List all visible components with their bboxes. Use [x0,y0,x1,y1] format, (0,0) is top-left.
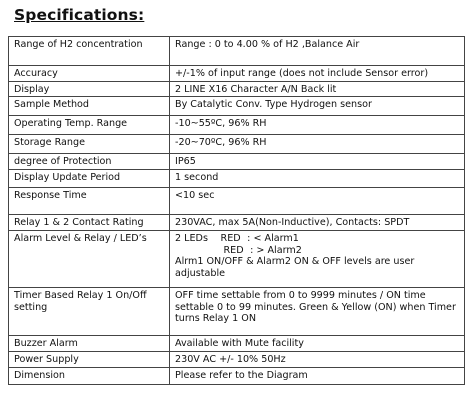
spec-row-operating-temp [9,116,465,135]
spec-label: Storage Range [9,135,170,154]
spec-table [8,36,465,385]
alarm2-text: : > Alarm2 [250,244,302,256]
spec-label: Timer Based Relay 1 On/Off setting [9,288,170,336]
spec-value: Available with Mute facility [170,336,465,352]
spec-row-storage-range [9,135,465,154]
spec-label: Display Update Period [9,170,170,188]
led-count-text: 2 LEDs [175,233,208,245]
spec-row-accuracy [9,66,465,82]
spec-value: 230V AC +/- 10% 50Hz [170,351,465,367]
spec-row-sample-method [9,97,465,116]
spec-label: Relay 1 & 2 Contact Rating [9,215,170,231]
spec-row-protection [9,154,465,170]
spec-label: Alarm Level & Relay / LED’s [9,231,170,288]
spec-value-alarm [170,231,465,288]
alarm-line-3: Alrm1 ON/OFF & Alarm2 ON & OFF levels are user adjustable [175,256,415,279]
spec-row-dimension [9,367,465,384]
spec-label: Range of H2 concentration [9,37,170,66]
spec-label: Operating Temp. Range [9,116,170,135]
spec-value: IP65 [170,154,465,170]
alarm1-text: : < Alarm1 [247,233,299,245]
page-title [14,6,144,24]
spec-row-buzzer [9,336,465,352]
spec-row-alarm-level [9,231,465,288]
spec-value: Range : 0 to 4.00 % of H2 ,Balance Air [170,37,465,66]
spec-label: Sample Method [9,97,170,116]
spec-row-relay-rating [9,215,465,231]
spec-row-range [9,37,465,66]
spec-value: 1 second [170,170,465,188]
red-led-label: RED [223,244,244,256]
red-led-label: RED [220,233,241,245]
title-text: Specifications [14,6,139,24]
spec-row-display [9,81,465,97]
alarm-line-1 [175,233,460,245]
spec-value: +/-1% of input range (does not include Sensor error) [170,66,465,82]
spec-label: degree of Protection [9,154,170,170]
spec-value: By Catalytic Conv. Type Hydrogen sensor [170,97,465,116]
spec-label: Power Supply [9,351,170,367]
spec-value: 2 LINE X16 Character A/N Back lit [170,81,465,97]
spec-row-update-period [9,170,465,188]
spec-label: Response Time [9,188,170,215]
spec-label: Accuracy [9,66,170,82]
spec-value: OFF time settable from 0 to 9999 minutes / ON time settable 0 to 99 minutes. Green & Yellow (ON) when Timer turns Relay 1 ON [170,288,465,336]
spec-value: Please refer to the Diagram [170,367,465,384]
alarm-line-2 [175,245,460,257]
spec-value: 230VAC, max 5A(Non-Inductive), Contacts: SPDT [170,215,465,231]
spec-label: Display [9,81,170,97]
spec-row-response-time [9,188,465,215]
title-colon: : [138,6,145,24]
spec-value: -10~55ºC, 96% RH [170,116,465,135]
spec-label: Dimension [9,367,170,384]
spec-value: <10 sec [170,188,465,215]
spec-value: -20~70ºC, 96% RH [170,135,465,154]
spec-label: Buzzer Alarm [9,336,170,352]
spec-row-timer-relay [9,288,465,336]
spec-row-power-supply [9,351,465,367]
